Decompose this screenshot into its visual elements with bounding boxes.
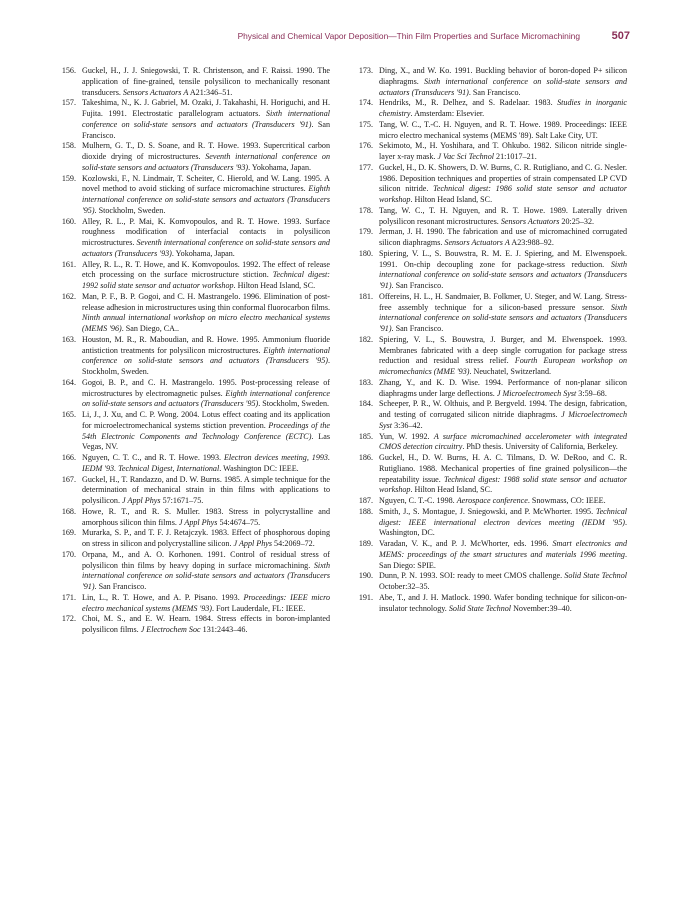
reference-number: 190. [358,571,373,581]
reference-number: 180. [358,248,373,258]
reference-authors-title: Man, P. F., B. P. Gogoi, and C. H. Mastrangelo. 1996. Elimination of post-release adhesion in microstructures using thin conformal fluorocarbon films. [82,291,330,312]
reference-details: . Stockholm, Sweden. [82,356,330,376]
reference-number: 168. [61,506,76,516]
reference-entry [355,432,627,454]
reference-entry [58,98,330,141]
reference-number: 169. [61,528,76,538]
reference-text [379,206,627,228]
reference-text [379,227,627,249]
reference-number: 161. [61,259,76,269]
reference-details: . San Francisco. [94,582,147,591]
reference-details: November:39–40. [511,603,572,613]
reference-source: Ninth annual international workshop on micro electro mechanical systems (MEMS '96) [82,313,330,333]
reference-source: Aerospace conference [456,496,528,505]
reference-text [379,163,627,206]
reference-source: J Microelectromech Syst [379,410,627,430]
reference-details: . Yokohama, Japan. [171,248,235,258]
reference-source: Sixth international conference on solid-state sensors and actuators (Transducers '91) [82,109,330,129]
reference-source: J Appl Phys [122,496,161,505]
reference-details: . Hilton Head Island, SC. [410,485,493,495]
reference-authors-title: Sekimoto, M., H. Yoshihara, and T. Ohkubo. 1982. Silicon nitride single-layer x-ray mask. [379,141,627,161]
reference-source: A surface micromachined accelerometer with integrated CMOS detection circuitry [379,431,627,452]
reference-text [82,292,330,335]
reference-details: . Neuchatel, Switzerland. [469,367,552,376]
reference-number: 178. [358,205,373,215]
reference-source: Sensors Actuators A [122,87,189,97]
reference-entry [355,539,627,571]
reference-authors-title: Murarka, S. P., and T. F. J. Retajczyk. 1983. Effect of phosphorous doping on stress in silicon and polycrystalline silicon. [82,528,330,548]
reference-source: Sixth international conference on solid-state sensors and actuators (Transducers '91) [82,560,330,591]
reference-details: 20:25–32. [559,216,595,226]
reference-source: Proceedings: IEEE micro electro mechanical systems (MEMS '93) [82,592,330,613]
reference-entry [58,475,330,507]
reference-details: October:32–35. [379,582,430,591]
reference-entry [355,593,627,615]
reference-entry [355,98,627,120]
reference-number: 173. [358,66,373,75]
reference-details: 131:2443–46. [200,625,248,634]
reference-column-right [355,66,627,614]
reference-text [379,120,627,142]
reference-details: . Snowmass, CO: IEEE. [527,496,606,505]
reference-source: Technical digest: 1992 solid state sensor and actuator workshop [82,270,331,290]
reference-number: 189. [358,539,373,548]
reference-authors-title: Offereins, H. L., H. Sandmaier, B. Folkmer, U. Steger, and W. Lang. Stress-free assembly technique for a silicon-based pressure sensor. [379,291,627,312]
reference-source: Sensors Actuators [500,216,560,226]
reference-authors-title: Tang, W. C., T. H. Nguyen, and R. T. Howe. 1989. Laterally driven polysilicon resonant microstructures. [379,205,627,226]
reference-number: 165. [61,410,76,419]
reference-text [82,410,330,453]
reference-text [82,98,330,141]
reference-entry [58,593,330,615]
reference-number: 185. [358,431,373,441]
reference-text [82,66,330,98]
reference-details: . Yokohama, Japan. [248,162,312,172]
reference-number: 175. [358,119,373,129]
reference-text [379,335,627,378]
reference-authors-title: Spiering, V. L., S. Bouwstra, J. Burger, and M. Elwenspoek. 1993. Membranes fabricated with a deep single corrugation for package stress reduction and residual stress relief. [379,334,627,366]
reference-source: Technical digest: IEEE international electron devices meeting (IEDM '95) [379,506,627,527]
reference-source: Sensors Actuators A [444,238,510,247]
reference-source: Eighth international conference on solid-state sensors and actuators (Transducers '95) [82,388,330,409]
reference-source: J Vac Sci Technol [437,152,495,161]
reference-number: 191. [358,592,373,602]
reference-entry [58,335,330,378]
reference-number: 174. [358,98,373,108]
reference-number: 171. [61,592,76,602]
running-header [0,30,630,46]
reference-entry [355,66,627,98]
reference-entry [58,174,330,217]
reference-text [379,507,627,539]
reference-source: Sixth international conference on solid-state sensors and actuators (Transducers '91) [379,302,627,333]
reference-entry [355,507,627,539]
reference-source: Fourth European workshop on micromechanics (MME '93) [379,356,627,376]
reference-number: 177. [358,162,373,172]
reference-number: 160. [61,216,76,226]
reference-number: 162. [61,291,76,301]
reference-source: Smart electronics and MEMS: proceedings of the smart structures and materials 1996 meeting [379,539,628,559]
reference-text [379,98,627,120]
reference-source: Eighth international conference on solid-state sensors and actuators (Transducers '95) [82,184,330,215]
reference-authors-title: Mulhern, G. T., D. S. Soane, and R. T. Howe. 1993. Supercritical carbon dioxide drying of microstructures. [82,141,330,161]
reference-number: 166. [61,453,76,462]
reference-text [379,432,627,454]
reference-details: 54:4674–75. [217,517,261,527]
reference-details: A21:346–51. [188,87,233,97]
reference-entry [355,249,627,292]
reference-authors-title: Hendriks, M., R. Delhez, and S. Radelaar. 1983. [379,98,558,108]
reference-entry [58,550,330,593]
reference-authors-title: Yun, W. 1992. [379,431,434,441]
reference-text [82,614,330,636]
reference-authors-title: Gogoi, B. P., and C. H. Mastrangelo. 1995. Post-processing release of microstructures by electromagnetic pulses. [82,377,330,398]
reference-authors-title: Zhang, Y., and K. D. Wise. 1994. Performance of non-planar silicon diaphragms under large deflections. [379,377,627,398]
reference-authors-title: Scheeper, P. R., W. Olthuis, and P. Bergveld. 1994. The design, fabrication, and testing of corrugated silicon nitride diaphragms. [379,399,627,419]
reference-details: . Stockholm, Sweden. [258,399,330,409]
reference-details: . Hilton Head Island, SC. [410,195,493,204]
reference-number: 188. [358,506,373,516]
reference-entry [355,399,627,431]
reference-text [82,174,330,217]
reference-text [379,66,627,98]
reference-source: J Appl Phys [178,517,218,527]
reference-number: 183. [358,377,373,387]
reference-number: 157. [61,98,76,108]
reference-authors-title: Smith, J., S. Montague, J. Sniegowski, and P. McWhorter. 1995. [379,506,596,516]
reference-number: 182. [358,334,373,344]
reference-source: Seventh international conference on solid-state sensors and actuators (Transducers '93) [82,238,330,258]
reference-authors-title: Spiering, V. L., S. Bouwstra, R. M. E. J. Spiering, and M. Elwenspoek. 1991. On-chip decoupling zone for package-stress reduction. [379,248,627,269]
reference-number: 170. [61,549,76,559]
reference-entry [355,453,627,496]
reference-details: 57:1671–75. [160,496,204,505]
reference-text [379,292,627,335]
reference-number: 184. [358,399,373,409]
reference-number: 172. [61,614,76,624]
reference-number: 176. [358,141,373,151]
reference-details: . Fort Lauderdale, FL: IEEE. [212,603,306,613]
reference-text [82,141,330,173]
reference-authors-title: Orpana, M., and A. O. Korhonen. 1991. Control of residual stress of polysilicon thin films by heavy doping in surface micromachining. [82,549,330,570]
reference-authors-title: Houston, M. R., R. Maboudian, and R. Howe. 1995. Ammonium fluoride antistiction treatments for polysilicon microstructures. [82,334,330,355]
reference-number: 186. [358,453,373,462]
reference-text [379,453,627,496]
reference-authors-title: Abe, T., and J. H. Matlock. 1990. Wafer bonding technique for silicon-on-insulator technology. [379,592,627,613]
reference-entry [58,141,330,173]
reference-text [82,550,330,593]
reference-authors-title: Lin, L., R. T. Howe, and A. P. Pisano. 1993. [82,592,244,602]
reference-authors-title: Dunn, P. N. 1993. SOI: ready to meet CMOS challenge. [379,571,565,581]
reference-number: 163. [61,334,76,344]
reference-number: 158. [61,141,76,151]
reference-text [379,378,627,400]
reference-authors-title: Li, J., J. Xu, and C. P. Wong. 2004. Lotus effect coating and its application for microelectromechanical systems stiction prevention. [82,410,330,430]
reference-text [82,475,330,507]
reference-details: 3:36–42. [392,420,423,430]
reference-number: 187. [358,496,373,505]
reference-source: Sixth international conference on solid-state sensors and actuators (Transducers '91) [379,259,627,290]
reference-entry [58,507,330,529]
reference-source: Sixth international conference on solid-state sensors and actuators (Transducers '91) [379,76,627,97]
reference-authors-title: Jerman, J. H. 1990. The fabrication and use of micromachined corrugated silicon diaphragms. [379,227,627,247]
reference-source: Seventh international conference on solid-state sensors and actuators (Transducers '93) [82,152,330,172]
reference-column-left [58,66,330,636]
reference-entry [355,335,627,378]
reference-details: . Las Vegas, NV. [82,431,330,452]
reference-entry [355,163,627,206]
reference-source: Proceedings of the 54th Electronic Components and Technology Conference (ECTC) [82,420,330,441]
reference-authors-title: Takeshima, N., K. J. Gabriel, M. Ozaki, J. Takahashi, H. Horiguchi, and H. Fujita. 1991. Electrostatic parallelogram actuators. [82,98,330,118]
reference-details: 3:59–68. [576,388,607,398]
reference-source: Solid State Technol [564,571,628,581]
reference-number: 181. [358,291,373,301]
reference-authors-title: Nguyen, C. T.-C. 1998. [379,496,457,505]
reference-authors-title: Guckel, H., D. K. Showers, D. W. Burns, C. R. Rutigliano, and C. G. Nesler. 1986. Deposition techniques and properties of strain compensated LP CVD silicon nitride. [379,162,627,194]
reference-text [379,539,627,571]
reference-authors-title: Alley, R. L., P. Mai, K. Komvopoulos, and R. T. Howe. 1993. Surface roughness modification of interfacial contacts in polysilicon microstructures. [82,216,330,247]
reference-authors-title: Choi, M. S., and E. W. Hearn. 1984. Stress effects in boron-implanted polysilicon films. [82,614,330,634]
reference-details: . Hilton Head Island, SC. [233,281,316,290]
reference-text [82,453,330,475]
reference-entry [355,227,627,249]
reference-entry [58,614,330,636]
reference-authors-title: Ding, X., and W. Ko. 1991. Buckling behavior of boron-doped P+ silicon diaphragms. [379,66,627,86]
reference-entry [355,206,627,228]
reference-entry [355,120,627,142]
reference-entry [58,453,330,475]
reference-authors-title: Nguyen, C. T. C., and R. T. Howe. 1993. [82,453,224,462]
reference-details: . Washington DC: IEEE. [219,463,299,473]
reference-text [82,507,330,529]
reference-authors-title: Kozlowski, F., N. Lindmair, T. Scheiter, C. Hierold, and W. Lang. 1995. A novel method to avoid sticking of surface micromachine structures. [82,173,330,194]
reference-details: . Stockholm, Sweden. [94,205,166,215]
reference-text [379,571,627,593]
reference-details: 21:1017–21. [494,152,537,161]
reference-authors-title: Guckel, H., J. J. Sniegowski, T. R. Christenson, and F. Raissi. 1990. The application of fine-grained, tensile polysilicon to mechanically resonant transducers. [82,66,330,97]
reference-entry [58,217,330,260]
reference-details: 54:2069–72. [272,539,315,548]
reference-authors-title: Howe, R. T., and R. S. Muller. 1983. Stress in polycrystalline and amorphous silicon thin films. [82,506,330,527]
reference-details: . PhD thesis. University of California, Berkeley. [462,442,618,452]
reference-text [82,593,330,615]
reference-source: Electron devices meeting, 1993. IEDM '93. Technical Digest, International [82,453,331,473]
reference-number: 179. [358,227,373,237]
reference-source: J Microelectromech Syst [496,388,577,398]
reference-details: . San Diego, CA.. [121,324,180,333]
reference-text [379,593,627,615]
reference-authors-title: Guckel, H., D. W. Burns, H. A. C. Tilmans, D. W. DeRoo, and C. R. Rutigliano. 1988. Mechanical properties of fine grained polysilicon—the repeatability issue. [379,453,627,484]
reference-authors-title: Alley, R. L., R. T. Howe, and K. Komvopoulos. 1992. The effect of release etch processing on the surface microstructure stiction. [82,259,330,280]
reference-text [82,217,330,260]
reference-details: . Amsterdam: Elsevier. [410,109,485,118]
reference-details: . San Francisco. [468,87,521,97]
reference-source: Solid State Technol [448,603,512,613]
reference-entry [58,66,330,98]
reference-source: Studies in inorganic chemistry [379,98,627,118]
page-number: 507 [611,30,630,42]
reference-source: Eighth international conference on solid-state sensors and actuators (Transducers '95) [82,345,331,366]
reference-text [82,260,330,292]
reference-entry [58,528,330,550]
reference-text [82,378,330,410]
reference-entry [58,260,330,292]
reference-entry [355,378,627,400]
reference-number: 159. [61,173,76,183]
reference-entry [355,292,627,335]
reference-details: . San Francisco. [82,119,330,140]
reference-number: 156. [61,66,76,75]
reference-authors-title: Guckel, H., T. Randazzo, and D. W. Burns. 1985. A simple technique for the determination of mechanical strain in thin films with applications to polysilicon. [82,474,330,505]
reference-details: . Washington, DC. [379,517,627,538]
reference-details: . San Francisco. [391,324,444,333]
reference-entry [58,378,330,410]
reference-entry [355,141,627,163]
reference-entry [355,496,627,507]
reference-number: 167. [61,474,76,484]
reference-text [82,335,330,378]
reference-entry [355,571,627,593]
reference-entry [58,292,330,335]
reference-details: A23:988–92. [509,238,554,247]
reference-authors-title: Varadan, V. K., and P. J. McWhorter, eds. 1996. [379,539,553,548]
reference-text [379,141,627,163]
reference-source: Technical digest: 1988 solid state sensor and actuator workshop [379,474,627,495]
reference-text [379,249,627,292]
reference-text [379,399,627,431]
reference-text [379,496,627,507]
reference-number: 164. [61,377,76,387]
reference-source: Technical digest: 1986 solid state sensor and actuator workshop [379,184,627,204]
running-header-title: Physical and Chemical Vapor Deposition—Thin Film Properties and Surface Micromachining [237,31,580,41]
reference-details: . San Francisco. [391,281,444,290]
reference-authors-title: Tang, W. C., T.-C. H. Nguyen, and R. T. Howe. 1989. Proceedings: IEEE micro electro mechanical systems (MEMS '89). Salt Lake City, UT. [379,119,627,140]
reference-entry [58,410,330,453]
reference-source: J Electrochem Soc [140,625,201,634]
reference-source: J Appl Phys [233,539,273,548]
reference-details: . San Diego: SPIE. [379,549,627,570]
reference-text [82,528,330,550]
